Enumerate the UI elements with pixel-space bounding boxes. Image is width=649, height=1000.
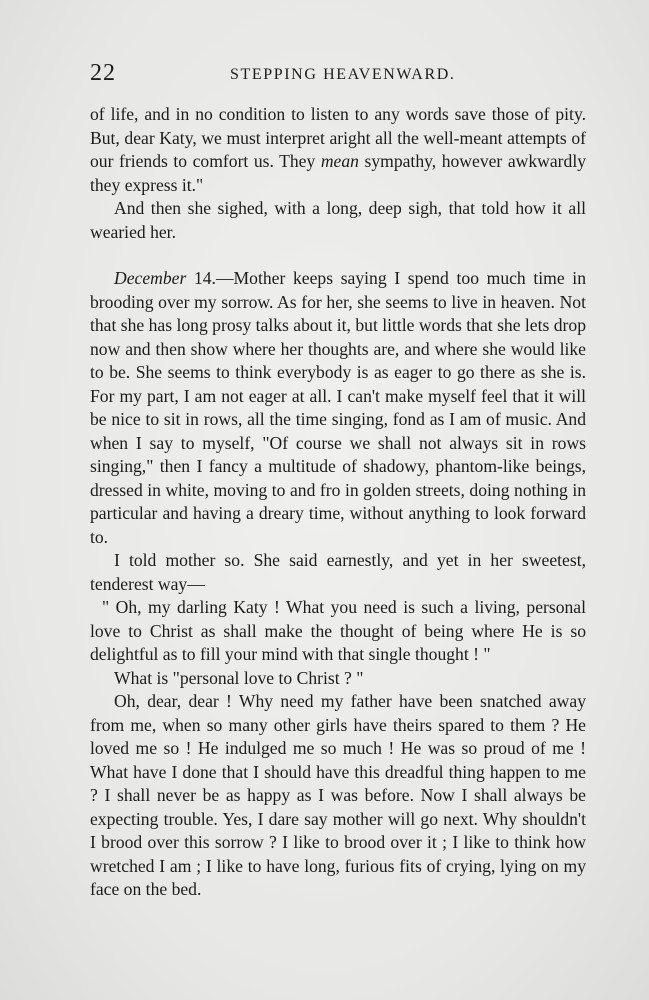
diary-entry-text: 14.—Mother keeps saying I spend too much time in brooding over my sorrow. As for her, she seems to live in heaven. Not that she has long prosy talks about it, but little words that she lets drop now and then show where her thoughts are, and where she would like to be. She seems to think everybody is as eager to go there as she is. For my part, I am not eager at all. I can't make myself feel that it will be nice to sit in rows, all the time singing, fond as I am of music. And when I say to myself, "Of course we shall not always sit in rows singing," then I fancy a multitude of shadowy, phantom-like beings, dressed in white, moving to and fro in golden streets, doing nothing in particular and having a dreary time, without anything to look forward to. — [90, 268, 586, 547]
page-number: 22 — [90, 60, 116, 86]
running-head — [90, 60, 570, 90]
italic-word-mean: mean — [320, 151, 359, 171]
paragraph-7: Oh, dear, dear ! Why need my father have been snatched away from me, when so many other girls have theirs spared to them ? He loved me so ! He indulged me so much ! He was so proud of me ! What have I done that I should have this dreadful thing happen to me ? I shall never be as happy as I was before. Now I shall always be expecting trouble. Yes, I dare say mother will go next. Why shouldn't I brood over this sorrow ? I like to brood over it ; I like to think how wretched I am ; I like to have long, furious fits of crying, lying on my face on the bed. — [90, 691, 586, 899]
paragraph-6: What is "personal love to Christ ? " — [114, 667, 364, 688]
paragraph-continuation — [90, 103, 586, 197]
date-label: December — [114, 268, 187, 288]
paragraph-1-end: sympathy, however awkwardly they express it." — [90, 151, 586, 195]
paragraph-4: I told mother so. She said earnestly, and yet in her sweetest, tenderest way— — [90, 550, 586, 594]
body-text — [90, 103, 586, 902]
paragraph-5-quote: " Oh, my darling Katy ! What you need is such a living, personal love to Christ as shall make the thought of being where He is so delightful as to fill your mind with that single thought ! " — [90, 597, 586, 664]
paragraph-1-text: of life, and in no condition to listen to any words save those of pity. But, dear Katy, we must interpret aright all the well-meant attempts of our friends to comfort us. They — [90, 104, 586, 171]
diary-entry-december-14 — [90, 267, 586, 549]
running-title: STEPPING HEAVENWARD. — [230, 66, 456, 83]
paragraph-2: And then she sighed, with a long, deep sigh, that told how it all wearied her. — [90, 198, 586, 242]
